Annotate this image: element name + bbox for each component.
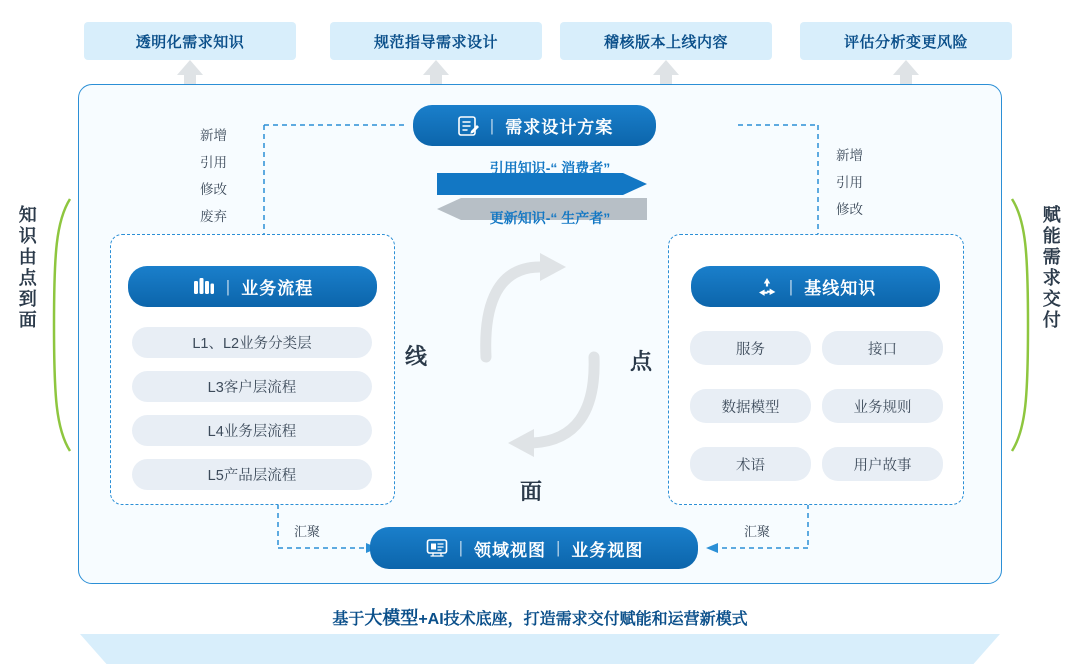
aggregate-label-right: 汇聚	[744, 524, 771, 539]
process-item-0[interactable]	[132, 327, 372, 358]
left-bracket	[48, 195, 72, 455]
top-banner-1[interactable]	[84, 22, 296, 60]
process-item-3[interactable]	[132, 459, 372, 490]
knowledge-item-1-label: 接口	[868, 341, 897, 358]
top-banner-2-label: 规范指导需求设计	[373, 33, 498, 51]
consume-arrow-label: 引用知识-“ 消费者”	[489, 160, 611, 176]
banner-arrow-3	[653, 60, 679, 86]
banner-arrow-1	[177, 60, 203, 86]
knowledge-item-1[interactable]	[822, 331, 943, 365]
left-action-0: 新增	[200, 128, 227, 143]
left-actions-list	[200, 122, 227, 230]
recycle-icon	[755, 275, 779, 299]
knowledge-panel-title: 基线知识	[804, 279, 877, 298]
process-panel-separator: |	[225, 276, 232, 296]
left-action-2: 修改	[200, 182, 227, 197]
knowledge-item-0-label: 服务	[736, 341, 765, 358]
knowledge-item-5[interactable]	[822, 447, 943, 481]
top-banner-2[interactable]	[330, 22, 542, 60]
process-panel-header[interactable]	[128, 266, 377, 307]
right-bracket	[1010, 195, 1034, 455]
center-label-line: 线	[405, 344, 428, 369]
view-card-business-view: 业务视图	[571, 540, 644, 560]
design-scheme-card[interactable]	[413, 105, 656, 146]
knowledge-item-2[interactable]	[690, 389, 811, 423]
left-action-3: 废弃	[200, 209, 227, 224]
knowledge-item-4-label: 术语	[736, 457, 765, 474]
right-action-1: 引用	[836, 175, 863, 190]
process-item-2-label: L4业务层流程	[207, 424, 297, 440]
knowledge-item-5-label: 用户故事	[853, 457, 912, 474]
right-action-0: 新增	[836, 148, 863, 163]
view-card-domain-view: 领域视图	[474, 540, 546, 560]
view-icon	[425, 536, 449, 560]
center-label-plane: 面	[520, 479, 543, 504]
side-label-right: 赋能需求交付	[1040, 205, 1061, 331]
knowledge-item-2-label: 数据模型	[721, 399, 780, 416]
view-card-separator-2: |	[556, 538, 562, 557]
process-icon	[192, 275, 216, 299]
right-action-2: 修改	[836, 202, 863, 217]
process-item-0-label: L1、L2业务分类层	[192, 336, 312, 352]
process-item-3-label: L5产品层流程	[207, 468, 297, 484]
design-card-separator: |	[489, 115, 496, 135]
bottom-caption-prefix: 基于	[332, 611, 365, 628]
top-banner-1-label: 透明化需求知识	[135, 33, 245, 51]
top-banner-4[interactable]	[800, 22, 1012, 60]
side-label-left: 知识由点到面	[16, 205, 37, 331]
left-action-1: 引用	[200, 155, 227, 170]
bottom-caption-highlight: 大模型	[364, 608, 419, 628]
design-card-title: 需求设计方案	[505, 118, 614, 137]
knowledge-panel-separator: |	[788, 276, 795, 296]
center-label-point: 点	[630, 349, 653, 374]
process-item-1[interactable]	[132, 371, 372, 402]
bottom-caption-suffix: +AI技术底座，打造需求交付赋能和运营新模式	[418, 611, 748, 628]
produce-arrow-label: 更新知识-“ 生产者”	[489, 210, 611, 226]
knowledge-panel-header[interactable]	[691, 266, 940, 307]
knowledge-item-3[interactable]	[822, 389, 943, 423]
knowledge-item-3-label: 业务规则	[853, 399, 912, 416]
top-banner-3[interactable]	[560, 22, 772, 60]
process-item-2[interactable]	[132, 415, 372, 446]
document-edit-icon	[456, 114, 480, 138]
process-panel-title: 业务流程	[241, 279, 314, 298]
knowledge-item-0[interactable]	[690, 331, 811, 365]
top-banner-3-label: 稽核版本上线内容	[603, 33, 728, 51]
aggregate-label-left: 汇聚	[294, 524, 321, 539]
knowledge-item-4[interactable]	[690, 447, 811, 481]
cycle-arrows-icon	[470, 245, 610, 470]
process-item-1-label: L3客户层流程	[207, 380, 297, 396]
banner-arrow-4	[893, 60, 919, 86]
view-card-separator-1: |	[458, 538, 464, 557]
bottom-caption	[0, 604, 1080, 630]
top-banner-4-label: 评估分析变更风险	[843, 33, 968, 51]
bottom-band-arrow	[80, 634, 1000, 664]
banner-arrow-2	[423, 60, 449, 86]
view-card[interactable]	[370, 527, 698, 569]
right-actions-list	[836, 142, 863, 223]
